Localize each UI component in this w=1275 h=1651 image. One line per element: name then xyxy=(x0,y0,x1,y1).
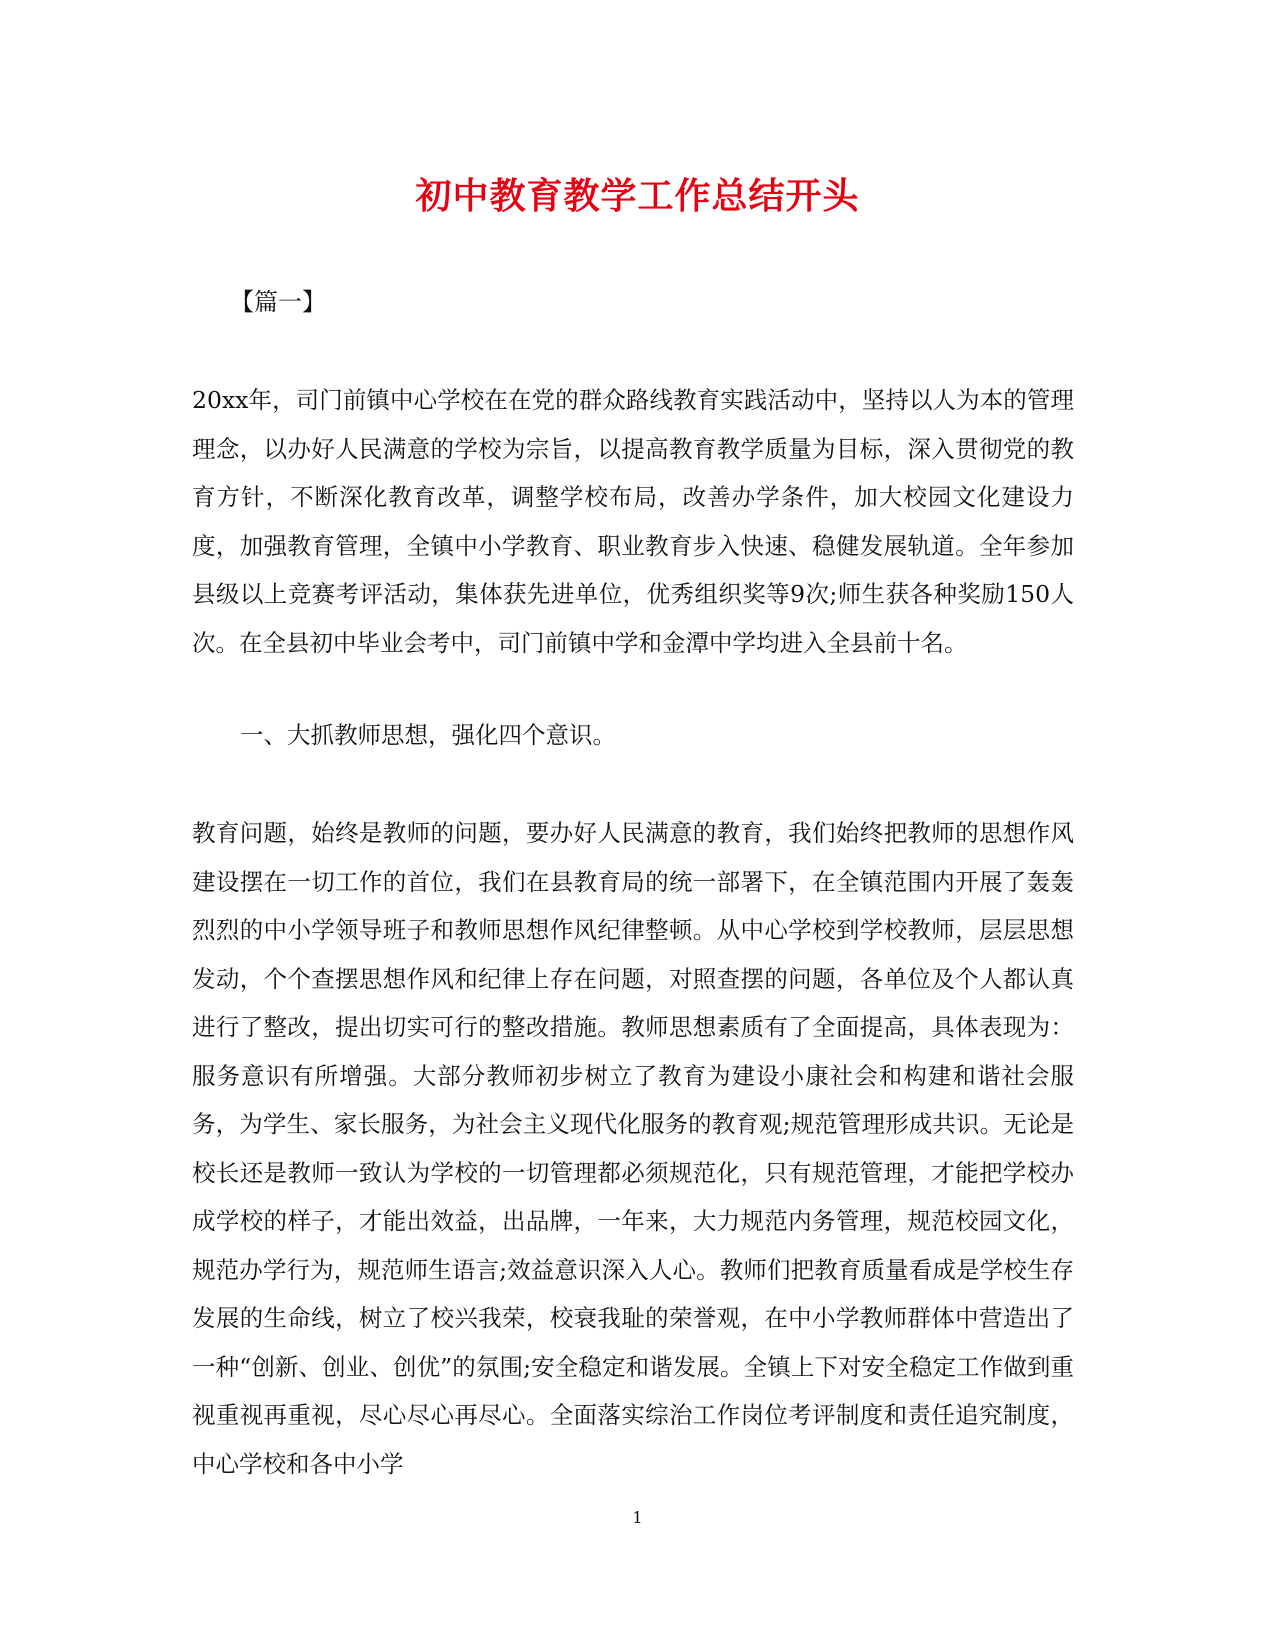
document-title: 初中教育教学工作总结开头 xyxy=(415,175,860,217)
section-heading-1: 一、大抓教师思想，强化四个意识。 xyxy=(240,721,616,749)
page-number: 1 xyxy=(632,1508,643,1527)
section-label: 【篇一】 xyxy=(230,288,326,316)
paragraph-teacher-thought: 教育问题，始终是教师的问题，要办好人民满意的教育，我们始终把教师的思想作风建设摆在一切工作的首位，我们在县教育局的统一部署下，在全镇范围内开展了轰轰烈烈的中小学领导班子和教师思想作风纪律整顿。从中心学校到学校教师，层层思想发动，个个查摆思想作风和纪律上存在问题，对照查摆的问题，各单位及个人都认真进行了整改，提出切实可行的整改措施。教师思想素质有了全面提高，具体表现为：服务意识有所增强。大部分教师初步树立了教育为建设小康社会和构建和谐社会服务，为学生、家长服务，为社会主义现代化服务的教育观;规范管理形成共识。无论是校长还是教师一致认为学校的一切管理都必须规范化，只有规范管理，才能把学校办成学校的样子，才能出效益，出品牌，一年来，大力规范内务管理，规范校园文化，规范办学行为，规范师生语言;效益意识深入人心。教师们把教育质量看成是学校生存发展的生命线，树立了校兴我荣，校衰我耻的荣誉观，在中小学教师群体中营造出了一种“创新、创业、创优”的氛围;安全稳定和谐发展。全镇上下对安全稳定工作做到重视重视再重视，尽心尽心再尽心。全面落实综治工作岗位考评制度和责任追究制度，中心学校和各中小学 xyxy=(192,819,1074,1478)
paragraph-intro: 20xx年，司门前镇中心学校在在党的群众路线教育实践活动中，坚持以人为本的管理理念，以办好人民满意的学校为宗旨，以提高教育教学质量为目标，深入贯彻党的教育方针，不断深化教育改革，调整学校布局，改善办学条件，加大校园文化建设力度，加强教育管理，全镇中小学教育、职业教育步入快速、稳健发展轨道。全年参加县级以上竞赛考评活动，集体获先进单位，优秀组织奖等9次;师生获各种奖励150人次。在全县初中毕业会考中，司门前镇中学和金潭中学均进入全县前十名。 xyxy=(192,386,1074,657)
